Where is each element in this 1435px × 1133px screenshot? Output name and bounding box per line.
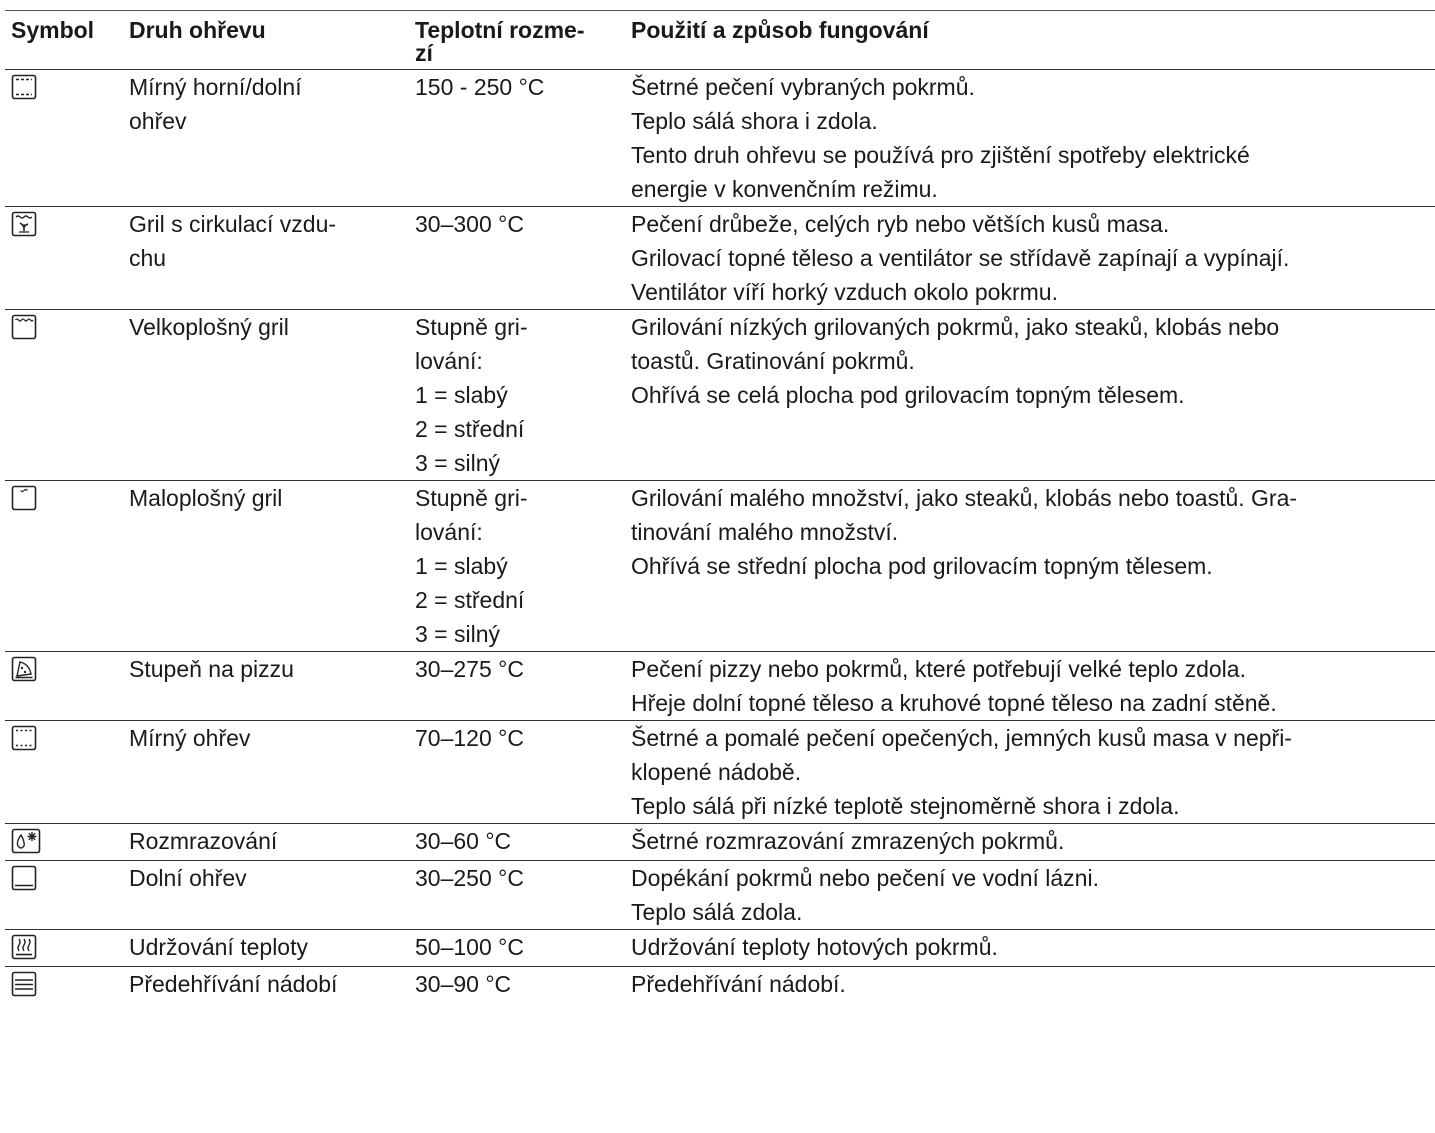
use-description-line: Hřeje dolní topné těleso a kruhové topné těleso na zadní stěně. bbox=[631, 690, 1277, 716]
table-row bbox=[5, 481, 1435, 652]
temperature-line: 70–120 °C bbox=[415, 725, 524, 751]
heating-type-line: ohřev bbox=[129, 108, 187, 134]
table-row bbox=[5, 310, 1435, 481]
heating-type-line: Dolní ohřev bbox=[129, 865, 247, 891]
use-description-line: Grilování nízkých grilovaných pokrmů, jako steaků, klobás nebo bbox=[631, 314, 1280, 340]
cell-heating-type bbox=[129, 721, 415, 824]
table-row bbox=[5, 207, 1435, 310]
cell-use-description bbox=[631, 930, 1435, 967]
use-description-line: toastů. Gratinování pokrmů. bbox=[631, 348, 915, 374]
cell-use-description bbox=[631, 481, 1435, 652]
heating-type-line: Stupeň na pizzu bbox=[129, 656, 294, 682]
cell-temperature-range bbox=[415, 652, 631, 721]
top-bottom-heat-gentle-icon bbox=[11, 74, 37, 100]
use-description-line: Teplo sálá shora i zdola. bbox=[631, 108, 878, 134]
use-description-line: Ventilátor víří horký vzduch okolo pokrmu. bbox=[631, 279, 1058, 305]
heating-methods-table bbox=[5, 10, 1435, 1003]
cell-temperature-range bbox=[415, 310, 631, 481]
half-grill-icon bbox=[11, 485, 37, 511]
heating-type-line: Gril s cirkulací vzdu- bbox=[129, 211, 337, 237]
heating-type-line: chu bbox=[129, 245, 167, 271]
cell-symbol bbox=[5, 967, 129, 1004]
header-temperature-line1: Teplotní rozme- bbox=[415, 17, 585, 43]
cell-symbol bbox=[5, 70, 129, 207]
table-row bbox=[5, 721, 1435, 824]
temperature-line: 50–100 °C bbox=[415, 934, 524, 960]
use-description-line: Dopékání pokrmů nebo pečení ve vodní lázni. bbox=[631, 865, 1099, 891]
use-description-line: Šetrné pečení vybraných pokrmů. bbox=[631, 74, 975, 100]
table-row bbox=[5, 824, 1435, 861]
temperature-line: 30–60 °C bbox=[415, 828, 512, 854]
cell-use-description bbox=[631, 861, 1435, 930]
table-row bbox=[5, 652, 1435, 721]
cell-heating-type bbox=[129, 70, 415, 207]
cell-heating-type bbox=[129, 310, 415, 481]
plate-warming-icon bbox=[11, 971, 37, 997]
cell-heating-type bbox=[129, 652, 415, 721]
cell-heating-type bbox=[129, 861, 415, 930]
header-symbol: Symbol bbox=[5, 11, 129, 70]
full-grill-icon bbox=[11, 314, 37, 340]
temperature-line: Stupně gri- bbox=[415, 485, 528, 511]
heating-type-line: Mírný horní/dolní bbox=[129, 74, 302, 100]
temperature-line: 30–275 °C bbox=[415, 656, 524, 682]
cell-use-description bbox=[631, 207, 1435, 310]
cell-heating-type bbox=[129, 824, 415, 861]
header-temperature-line2: zí bbox=[415, 40, 433, 66]
cell-temperature-range bbox=[415, 70, 631, 207]
header-temperature-range bbox=[415, 11, 631, 70]
cell-symbol bbox=[5, 721, 129, 824]
cell-heating-type bbox=[129, 967, 415, 1004]
temperature-line: 3 = silný bbox=[415, 621, 501, 647]
use-description-line: energie v konvenčním režimu. bbox=[631, 176, 938, 202]
temperature-line: 150 - 250 °C bbox=[415, 74, 545, 100]
use-description-line: Předehřívání nádobí. bbox=[631, 971, 846, 997]
heating-type-line: Velkoplošný gril bbox=[129, 314, 289, 340]
use-description-line: Grilování malého množství, jako steaků, klobás nebo toastů. Gra- bbox=[631, 485, 1298, 511]
use-description-line: Grilovací topné těleso a ventilátor se střídavě zapínají a vypínají. bbox=[631, 245, 1290, 271]
temperature-line: 30–250 °C bbox=[415, 865, 524, 891]
table-row bbox=[5, 70, 1435, 207]
temperature-line: 2 = střední bbox=[415, 587, 525, 613]
use-description-line: Šetrné a pomalé pečení opečených, jemných kusů masa v nepři- bbox=[631, 725, 1292, 751]
use-description-line: Teplo sálá zdola. bbox=[631, 899, 803, 925]
temperature-line: 3 = silný bbox=[415, 450, 501, 476]
cell-use-description bbox=[631, 652, 1435, 721]
cell-symbol bbox=[5, 652, 129, 721]
defrost-icon bbox=[11, 828, 37, 854]
temperature-line: 2 = střední bbox=[415, 416, 525, 442]
heating-type-line: Předehřívání nádobí bbox=[129, 971, 338, 997]
header-heating-type: Druh ohřevu bbox=[129, 11, 415, 70]
pizza-setting-icon bbox=[11, 656, 37, 682]
cell-heating-type bbox=[129, 207, 415, 310]
use-description-line: tinování malého množství. bbox=[631, 519, 899, 545]
cell-use-description bbox=[631, 824, 1435, 861]
use-description-line: Šetrné rozmrazování zmrazených pokrmů. bbox=[631, 828, 1065, 854]
cell-symbol bbox=[5, 310, 129, 481]
cell-heating-type bbox=[129, 930, 415, 967]
heating-methods-document bbox=[5, 10, 1435, 1003]
table-row bbox=[5, 861, 1435, 930]
temperature-line: 30–300 °C bbox=[415, 211, 524, 237]
heating-type-line: Rozmrazování bbox=[129, 828, 278, 854]
use-description-line: Teplo sálá při nízké teplotě stejnoměrně shora i zdola. bbox=[631, 793, 1180, 819]
use-description-line: Ohřívá se střední plocha pod grilovacím topným tělesem. bbox=[631, 553, 1213, 579]
use-description-line: Ohřívá se celá plocha pod grilovacím topným tělesem. bbox=[631, 382, 1185, 408]
gentle-heat-icon bbox=[11, 725, 37, 751]
keep-warm-icon bbox=[11, 934, 37, 960]
cell-use-description bbox=[631, 721, 1435, 824]
header-use-and-function: Použití a způsob fungování bbox=[631, 11, 1435, 70]
table-body bbox=[5, 70, 1435, 1004]
heating-type-line: Maloplošný gril bbox=[129, 485, 283, 511]
cell-symbol bbox=[5, 207, 129, 310]
use-description-line: Tento druh ohřevu se používá pro zjištění spotřeby elektrické bbox=[631, 142, 1250, 168]
use-description-line: klopené nádobě. bbox=[631, 759, 802, 785]
cell-symbol bbox=[5, 824, 129, 861]
heating-type-line: Udržování teploty bbox=[129, 934, 308, 960]
cell-temperature-range bbox=[415, 207, 631, 310]
cell-temperature-range bbox=[415, 930, 631, 967]
cell-temperature-range bbox=[415, 861, 631, 930]
cell-symbol bbox=[5, 930, 129, 967]
temperature-line: 1 = slabý bbox=[415, 382, 508, 408]
temperature-line: lování: bbox=[415, 519, 483, 545]
cell-use-description bbox=[631, 70, 1435, 207]
cell-symbol bbox=[5, 481, 129, 652]
temperature-line: 30–90 °C bbox=[415, 971, 512, 997]
use-description-line: Udržování teploty hotových pokrmů. bbox=[631, 934, 998, 960]
temperature-line: Stupně gri- bbox=[415, 314, 528, 340]
fan-grill-icon bbox=[11, 211, 37, 237]
table-row bbox=[5, 967, 1435, 1004]
cell-heating-type bbox=[129, 481, 415, 652]
cell-symbol bbox=[5, 861, 129, 930]
use-description-line: Pečení pizzy nebo pokrmů, které potřebují velké teplo zdola. bbox=[631, 656, 1246, 682]
temperature-line: lování: bbox=[415, 348, 483, 374]
bottom-heat-icon bbox=[11, 865, 37, 891]
heating-type-line: Mírný ohřev bbox=[129, 725, 251, 751]
cell-use-description bbox=[631, 310, 1435, 481]
cell-use-description bbox=[631, 967, 1435, 1004]
cell-temperature-range bbox=[415, 967, 631, 1004]
table-row bbox=[5, 930, 1435, 967]
use-description-line: Pečení drůbeže, celých ryb nebo větších kusů masa. bbox=[631, 211, 1170, 237]
cell-temperature-range bbox=[415, 824, 631, 861]
table-header-row bbox=[5, 11, 1435, 70]
temperature-line: 1 = slabý bbox=[415, 553, 508, 579]
cell-temperature-range bbox=[415, 721, 631, 824]
cell-temperature-range bbox=[415, 481, 631, 652]
